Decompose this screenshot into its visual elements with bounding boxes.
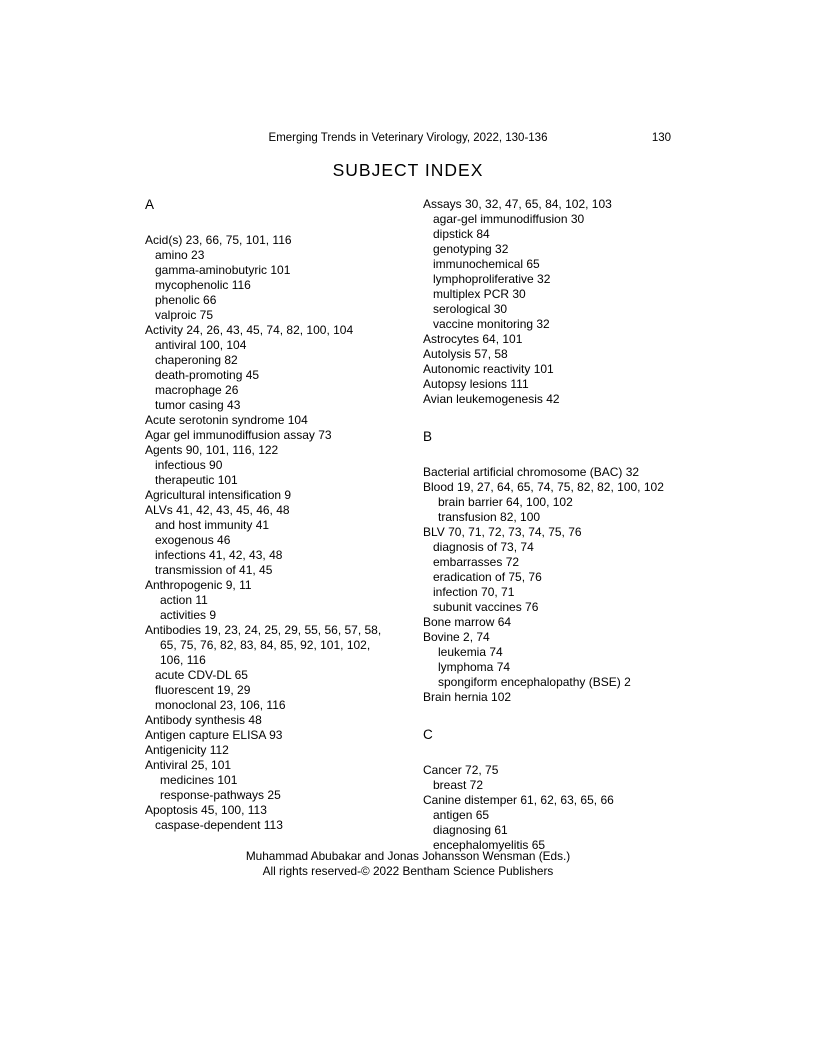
index-entry-continuation: 65, 75, 76, 82, 83, 84, 85, 92, 101, 102, <box>160 638 371 652</box>
index-entry: Acid(s) 23, 66, 75, 101, 116 <box>145 233 292 247</box>
index-entry: Antiviral 25, 101 <box>145 758 232 772</box>
index-subentry: infection 70, 71 <box>433 585 515 599</box>
index-subentry: serological 30 <box>433 302 508 316</box>
index-subentry: antiviral 100, 104 <box>155 338 247 352</box>
index-entry: Antibodies 19, 23, 24, 25, 29, 55, 56, 57, 58, <box>145 623 382 637</box>
index-subentry: spongiform encephalopathy (BSE) 2 <box>438 675 631 689</box>
index-subentry: fluorescent 19, 29 <box>155 683 251 697</box>
index-subentry: caspase-dependent 113 <box>155 818 283 832</box>
index-entry: Avian leukemogenesis 42 <box>423 392 560 406</box>
index-section-heading: B <box>423 429 433 444</box>
index-subentry: brain barrier 64, 100, 102 <box>438 495 573 509</box>
index-subentry: dipstick 84 <box>433 227 490 241</box>
index-subentry: chaperoning 82 <box>155 353 238 367</box>
index-entry: BLV 70, 71, 72, 73, 74, 75, 76 <box>423 525 582 539</box>
index-entry: Anthropogenic 9, 11 <box>145 578 252 592</box>
index-entry: Antibody synthesis 48 <box>145 713 262 727</box>
index-section-heading: A <box>145 197 155 212</box>
index-entry: Apoptosis 45, 100, 113 <box>145 803 267 817</box>
index-entry: Agricultural intensification 9 <box>145 488 292 502</box>
index-subentry: diagnosis of 73, 74 <box>433 540 534 554</box>
index-subentry: lymphoproliferative 32 <box>433 272 551 286</box>
index-subentry: agar-gel immunodiffusion 30 <box>433 212 585 226</box>
index-subentry: activities 9 <box>160 608 217 622</box>
index-entry: Autolysis 57, 58 <box>423 347 508 361</box>
index-subentry: genotyping 32 <box>433 242 509 256</box>
index-entry: Cancer 72, 75 <box>423 763 499 777</box>
index-subentry: eradication of 75, 76 <box>433 570 542 584</box>
index-entry-continuation: 106, 116 <box>160 653 206 667</box>
index-entry: Bovine 2, 74 <box>423 630 490 644</box>
index-entry: Astrocytes 64, 101 <box>423 332 523 346</box>
index-subentry: multiplex PCR 30 <box>433 287 526 301</box>
index-subentry: leukemia 74 <box>438 645 503 659</box>
index-entry: Brain hernia 102 <box>423 690 512 704</box>
index-subentry: phenolic 66 <box>155 293 217 307</box>
index-entry: Bacterial artificial chromosome (BAC) 32 <box>423 465 640 479</box>
index-subentry: death-promoting 45 <box>155 368 260 382</box>
index-subentry: monoclonal 23, 106, 116 <box>155 698 286 712</box>
page-title: SUBJECT INDEX <box>332 160 484 180</box>
index-subentry: subunit vaccines 76 <box>433 600 539 614</box>
footer-editors: Muhammad Abubakar and Jonas Johansson Wensman (Eds.) <box>245 849 571 863</box>
running-head-title: Emerging Trends in Veterinary Virology, 2022, 130-136 <box>268 132 548 144</box>
index-subentry: diagnosing 61 <box>433 823 508 837</box>
index-subentry: breast 72 <box>433 778 484 792</box>
index-column-right <box>423 197 695 853</box>
index-subentry: transfusion 82, 100 <box>438 510 541 524</box>
index-subentry: immunochemical 65 <box>433 257 540 271</box>
index-subentry: infectious 90 <box>155 458 223 472</box>
index-subentry: infections 41, 42, 43, 48 <box>155 548 283 562</box>
index-entry: Antigen capture ELISA 93 <box>145 728 283 742</box>
index-subentry: valproic 75 <box>155 308 214 322</box>
index-entry: Blood 19, 27, 64, 65, 74, 75, 82, 82, 100, 102 <box>423 480 664 494</box>
index-subentry: acute CDV-DL 65 <box>155 668 248 682</box>
index-entry: Bone marrow 64 <box>423 615 512 629</box>
index-subentry: vaccine monitoring 32 <box>433 317 550 331</box>
index-section-heading: C <box>423 727 433 742</box>
index-subentry: macrophage 26 <box>155 383 239 397</box>
index-entry: Autonomic reactivity 101 <box>423 362 554 376</box>
index-subentry: tumor casing 43 <box>155 398 241 412</box>
index-subentry: antigen 65 <box>433 808 490 822</box>
index-subentry: embarrasses 72 <box>433 555 520 569</box>
index-subentry: amino 23 <box>155 248 205 262</box>
index-subentry: lymphoma 74 <box>438 660 511 674</box>
index-subentry: gamma-aminobutyric 101 <box>155 263 291 277</box>
index-entry: Autopsy lesions 111 <box>423 377 529 391</box>
index-entry: ALVs 41, 42, 43, 45, 46, 48 <box>145 503 290 517</box>
index-subentry: response-pathways 25 <box>160 788 281 802</box>
index-entry: Antigenicity 112 <box>145 743 229 757</box>
index-entry: Activity 24, 26, 43, 45, 74, 82, 100, 104 <box>145 323 354 337</box>
index-entry: Assays 30, 32, 47, 65, 84, 102, 103 <box>423 197 612 211</box>
index-entry: Canine distemper 61, 62, 63, 65, 66 <box>423 793 614 807</box>
page-number: 130 <box>651 132 671 144</box>
index-entry: Acute serotonin syndrome 104 <box>145 413 308 427</box>
index-subentry: encephalomyelitis 65 <box>433 838 546 852</box>
index-subentry: and host immunity 41 <box>155 518 270 532</box>
index-entry: Agents 90, 101, 116, 122 <box>145 443 279 457</box>
index-subentry: transmission of 41, 45 <box>155 563 273 577</box>
index-subentry: therapeutic 101 <box>155 473 238 487</box>
index-subentry: mycophenolic 116 <box>155 278 251 292</box>
index-entry: Agar gel immunodiffusion assay 73 <box>145 428 332 442</box>
index-column-left <box>145 197 417 833</box>
footer-copyright: All rights reserved-© 2022 Bentham Science Publishers <box>262 864 554 878</box>
index-subentry: medicines 101 <box>160 773 238 787</box>
index-subentry: action 11 <box>160 593 208 607</box>
index-subentry: exogenous 46 <box>155 533 231 547</box>
